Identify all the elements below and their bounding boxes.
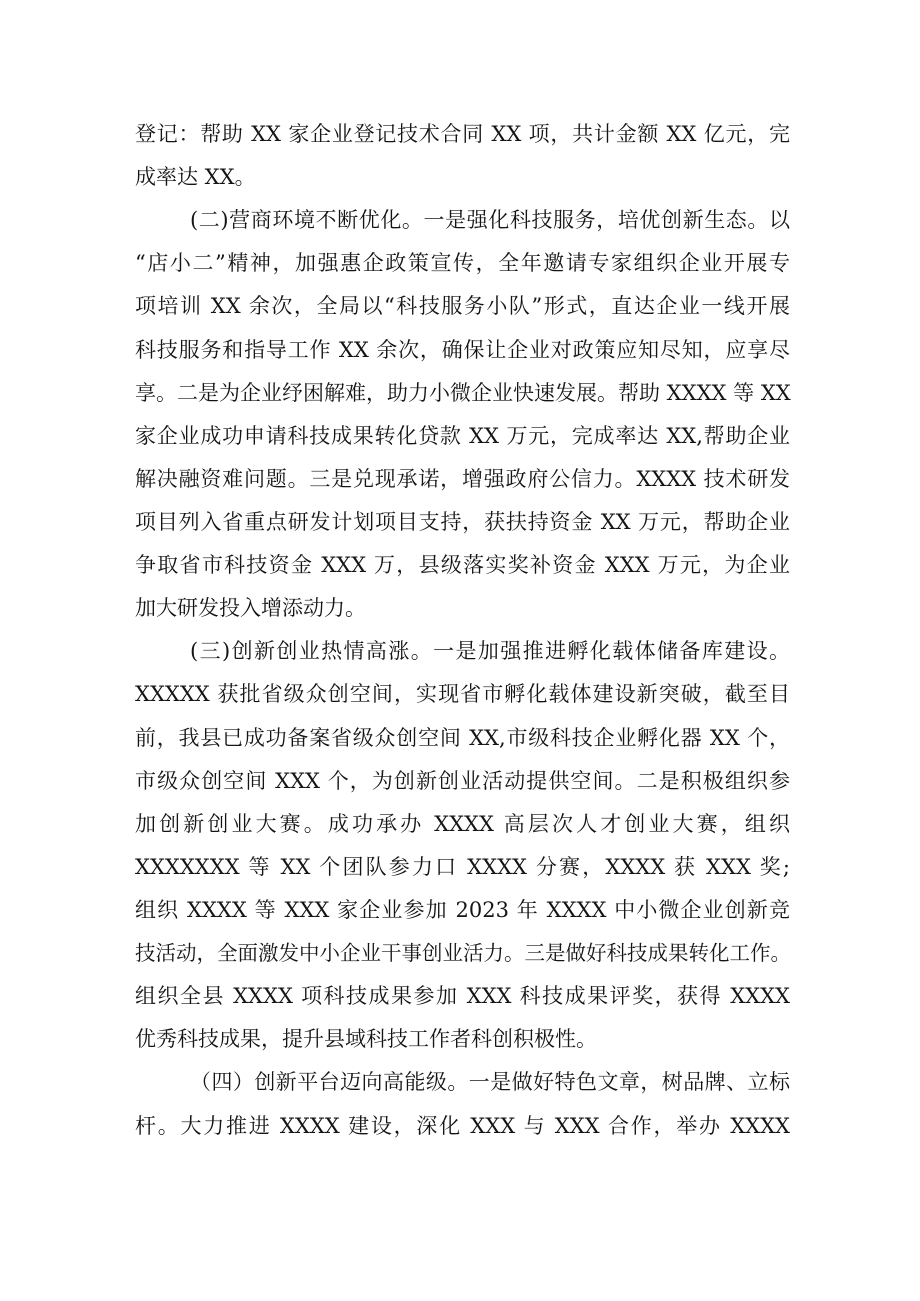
paragraph-line: 项目列入省重点研发计划项目支持，获扶持资金 XX 万元，帮助企业 xyxy=(135,510,790,534)
paragraph-line: 成率达 XX。 xyxy=(135,165,256,189)
paragraph-line: 组织 XXXX 等 XXX 家企业参加 2023 年 XXXX 中小微企业创新竞 xyxy=(135,898,790,922)
paragraph-line: XXXXX 获批省级众创空间，实现省市孵化载体建设新突破，截至目 xyxy=(135,682,790,706)
section-heading-line: (三)创新创业热情高涨。一是加强推进孵化载体储备库建设。 xyxy=(190,639,790,663)
paragraph-line: 解决融资难问题。三是兑现承诺，增强政府公信力。XXXX 技术研发 xyxy=(135,467,790,491)
paragraph-line: 加大研发投入增添动力。 xyxy=(135,596,366,620)
paragraph-line: 前，我县已成功备案省级众创空间 XX,市级科技企业孵化器 XX 个， xyxy=(135,726,790,750)
paragraph-line: 杆。大力推进 XXXX 建设，深化 XXX 与 XXX 合作，举办 XXXX xyxy=(135,1114,790,1138)
paragraph-line: “店小二”精神，加强惠企政策宣传，全年邀请专家组织企业开展专 xyxy=(135,251,790,275)
paragraph-line: 登记：帮助 XX 家企业登记技术合同 XX 项，共计金额 XX 亿元，完 xyxy=(135,122,790,146)
paragraph-line: 优秀科技成果，提升县域科技工作者科创积极性。 xyxy=(135,1027,597,1051)
paragraph-line: 家企业成功申请科技成果转化贷款 XX 万元，完成率达 XX,帮助企业 xyxy=(135,424,790,448)
paragraph-line: 市级众创空间 XXX 个，为创新创业活动提供空间。二是积极组织参 xyxy=(135,769,790,793)
paragraph-line: 科技服务和指导工作 XX 余次，确保让企业对政策应知尽知，应享尽 xyxy=(135,338,790,362)
paragraph-line: 项培训 XX 余次，全局以“科技服务小队”形式，直达企业一线开展 xyxy=(135,294,790,318)
paragraph-line: 加创新创业大赛。成功承办 XXXX 高层次人才创业大赛，组织 xyxy=(135,812,790,836)
section-heading-line: （四）创新平台迈向高能级。一是做好特色文章，树品牌、立标 xyxy=(190,1070,790,1094)
paragraph-line: 技活动，全面激发中小企业干事创业活力。三是做好科技成果转化工作。 xyxy=(135,941,791,965)
paragraph-line: 争取省市科技资金 XXX 万，县级落实奖补资金 XXX 万元，为企业 xyxy=(135,553,790,577)
section-heading-line: (二)营商环境不断优化。一是强化科技服务，培优创新生态。以 xyxy=(190,208,790,232)
paragraph-line: 享。二是为企业纾困解难，助力小微企业快速发展。帮助 XXXX 等 XX xyxy=(135,381,791,405)
paragraph-line: XXXXXXX 等 XX 个团队参力口 XXXX 分赛，XXXX 获 XXX 奖; xyxy=(135,855,790,879)
paragraph-line: 组织全县 XXXX 项科技成果参加 XXX 科技成果评奖，获得 XXXX xyxy=(135,984,790,1008)
